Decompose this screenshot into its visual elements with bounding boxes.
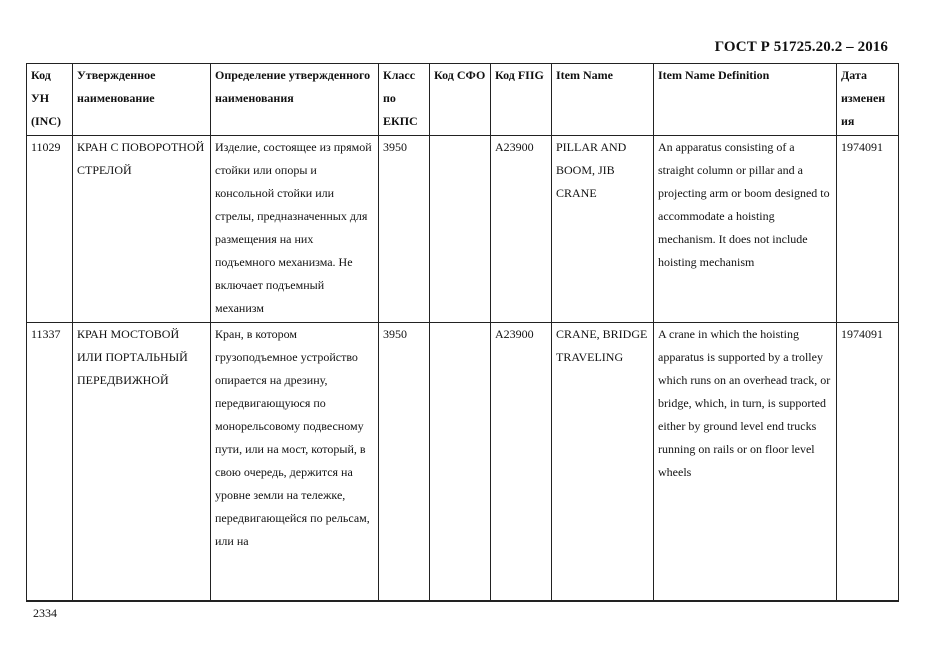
table-row <box>27 136 899 323</box>
cell-item-name: CRANE, BRIDGE TRAVELING <box>552 323 654 601</box>
cell-item-name-definition: A crane in which the hoisting apparatus is supported by a trolley which runs on an overhead track, or bridge, which, in turn, is supported either by ground level end trucks running on rails or on floor level wheels <box>654 323 837 601</box>
cell-approved-name: КРАН МОСТОВОЙ ИЛИ ПОРТАЛЬНЫЙ ПЕРЕДВИЖНОЙ <box>73 323 211 601</box>
page-number: 2334 <box>33 606 57 620</box>
table-row <box>27 323 899 601</box>
cell-item-name-definition: An apparatus consisting of a straight column or pillar and a projecting arm or boom designed to accommodate a hoisting mechanism. It does not include hoisting mechanism <box>654 136 837 323</box>
cell-sfo-code <box>430 136 491 323</box>
cell-definition-ru: Изделие, состоящее из прямой стойки или опоры и консольной стойки или стрелы, предназначенных для размещения на них подъемного механизма. Не включает подъемный механизм <box>211 136 379 323</box>
cell-item-name: PILLAR AND BOOM, JIB CRANE <box>552 136 654 323</box>
cell-approved-name: КРАН С ПОВОРОТНОЙ СТРЕЛОЙ <box>73 136 211 323</box>
cell-ekps-class: 3950 <box>379 136 430 323</box>
col-header-definition-ru: Определение утвержденного наименования <box>211 64 379 136</box>
col-header-fiig-code: Код FIIG <box>491 64 552 136</box>
cell-fiig-code: A23900 <box>491 323 552 601</box>
cell-ekps-class: 3950 <box>379 323 430 601</box>
col-header-item-name-definition: Item Name Definition <box>654 64 837 136</box>
table-header-row <box>27 64 899 136</box>
document-code: ГОСТ Р 51725.20.2 – 2016 <box>714 39 888 55</box>
cell-change-date: 1974091 <box>837 323 899 601</box>
col-header-change-date: Дата изменен ия <box>837 64 899 136</box>
cell-sfo-code <box>430 323 491 601</box>
cell-inc: 11337 <box>27 323 73 601</box>
cell-inc: 11029 <box>27 136 73 323</box>
col-header-inc: Код УН (INC) <box>27 64 73 136</box>
col-header-item-name: Item Name <box>552 64 654 136</box>
col-header-sfo-code: Код СФО <box>430 64 491 136</box>
catalog-table <box>26 63 899 602</box>
cell-change-date: 1974091 <box>837 136 899 323</box>
col-header-approved-name: Утвержденное наименование <box>73 64 211 136</box>
col-header-ekps-class: Класс по ЕКПС <box>379 64 430 136</box>
cell-definition-ru: Кран, в котором грузоподъемное устройство опирается на дрезину, передвигающуюся по монорельсовому подвесному пути, или на мост, который, в свою очередь, держится на уровне земли на тележке, передвигающейся по рельсам, или на <box>211 323 379 601</box>
cell-fiig-code: A23900 <box>491 136 552 323</box>
